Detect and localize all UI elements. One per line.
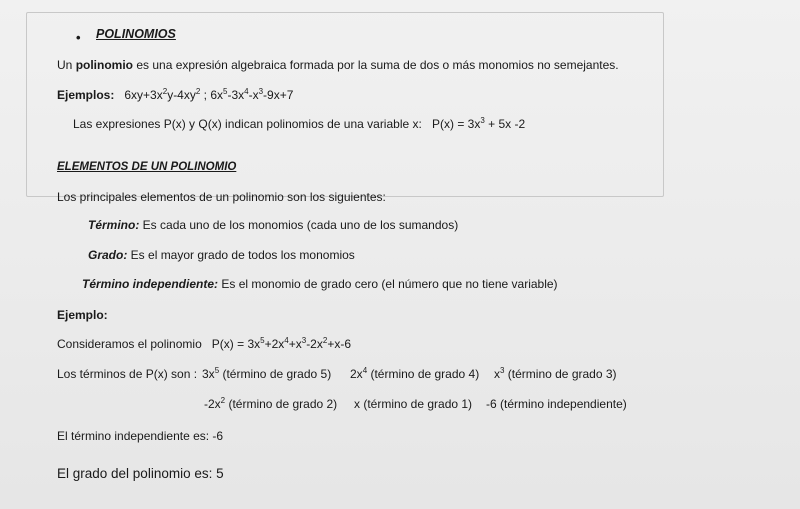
term-6: -6 (término independiente) — [486, 397, 627, 411]
bullet-icon: • — [76, 30, 81, 45]
term-2: $2x^4$ (término de grado 4) — [350, 366, 480, 381]
example-label: Ejemplo: — [57, 308, 108, 322]
term-4: $-2x^2$ (término de grado 2) — [204, 396, 338, 411]
page-title: POLINOMIOS — [96, 27, 176, 41]
section-title: ELEMENTOS DE UN POLINOMIO — [57, 161, 237, 173]
term-3: $x^3$ (término de grado 3) — [494, 366, 617, 381]
terms-label: Los términos de P(x) son : — [57, 367, 198, 381]
examples-label: Ejemplos: — [57, 88, 115, 102]
term-1: $3x^5$ (término de grado 5) — [202, 366, 332, 381]
examples-line: Ejemplos: $6xy+3x^2y-4xy^2$ ; $6x^5-3x^4-x^3-9x+7$ — [57, 87, 294, 102]
element-degree: Grado: Es el mayor grado de todos los monomios — [88, 248, 355, 262]
definition-line: Un polinomio es una expresión algebraica formada por la suma de dos o más monomios no semejantes. — [57, 58, 619, 72]
consider-line: Consideramos el polinomio $P(x) = 3x^5+2x^4+x^3-2x^2+x-6$ — [57, 336, 351, 351]
variable-formula: $P(x) = 3x^3 + 5x$ -2 — [432, 116, 526, 131]
definition-term: polinomio — [75, 58, 134, 72]
variable-line: Las expresiones P(x) y Q(x) indican polinomios de una variable x: — [73, 117, 422, 131]
term-5: x (término de grado 1) — [354, 397, 473, 411]
element-term: Término: Es cada uno de los monomios (cada uno de los sumandos) — [88, 218, 459, 232]
degree-line: El grado del polinomio es: 5 — [57, 466, 224, 481]
intro-line: Los principales elementos de un polinomio son los siguientes: — [57, 190, 386, 204]
element-independent: Término independiente: Es el monomio de grado cero (el número que no tiene variable) — [82, 277, 558, 291]
independent-line: El término independiente es: -6 — [57, 429, 224, 443]
